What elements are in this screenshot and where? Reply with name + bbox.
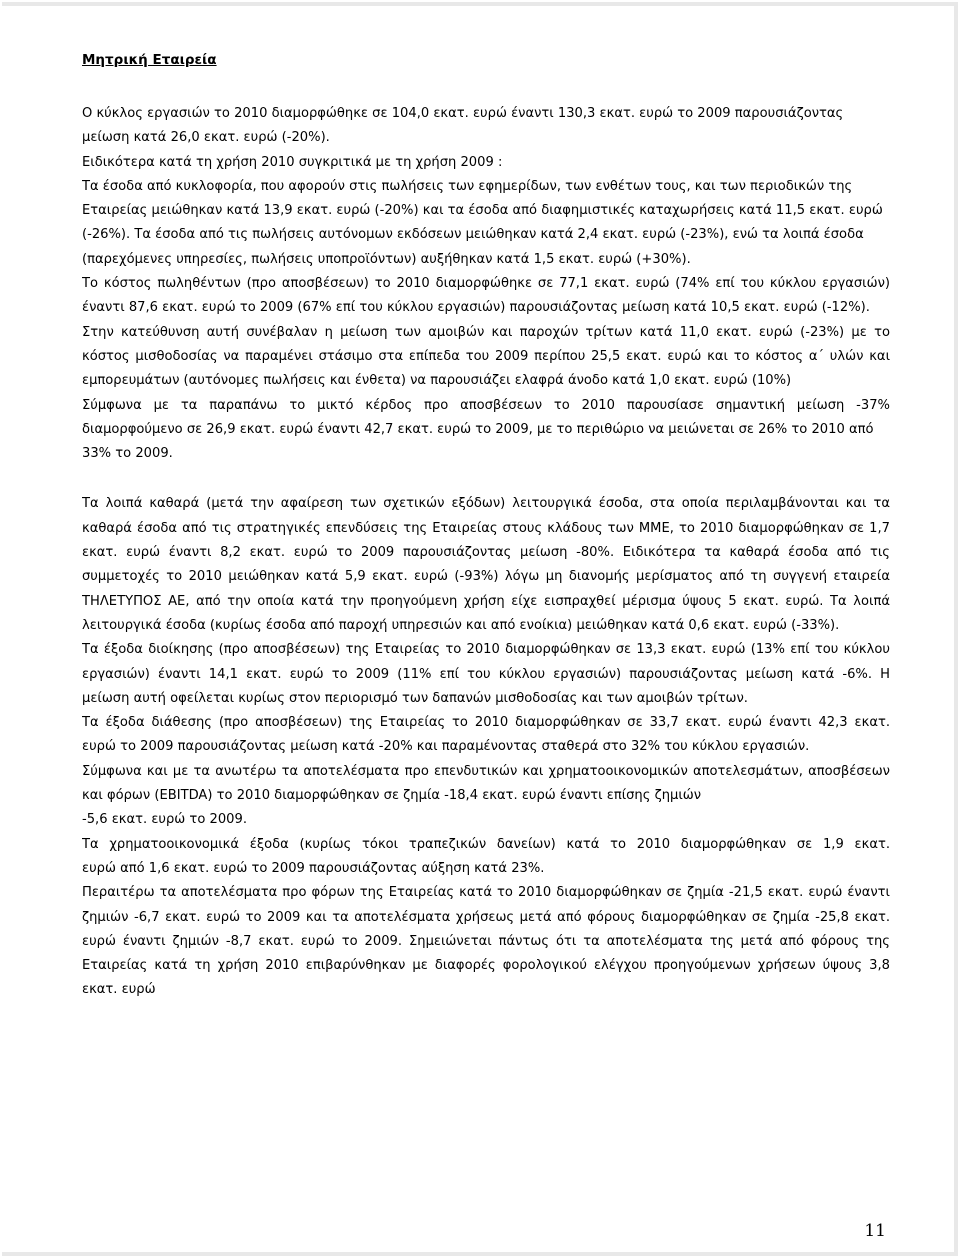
text-line: Τα έξοδα διάθεσης (προ αποσβέσεων) της Εταιρείας το 2010 διαμορφώθηκαν σε 33,7 εκατ. ευρώ έναντι 42,3 εκατ. (82, 715, 890, 731)
text-line: Περαιτέρω τα αποτελέσματα προ φόρων της Εταιρείας κατά το 2010 διαμορφώθηκαν σε ζημία -21,5 εκατ. ευρώ έναντι (82, 885, 890, 901)
page-number: 11 (864, 1221, 886, 1241)
text-line: και φόρων (EBITDA) το 2010 διαμορφώθηκαν σε ζημία -18,4 εκατ. ευρώ έναντι επίσης ζημιών (82, 788, 702, 804)
text-line: Το κόστος πωληθέντων (προ αποσβέσεων) το 2010 διαμορφώθηκε σε 77,1 εκατ. ευρώ (74% επί του κύκλου εργασιών) (82, 276, 890, 292)
text-line: Ειδικότερα κατά τη χρήση 2010 συγκριτικά με τη χρήση 2009 : (82, 154, 503, 170)
text-line: καθαρά έσοδα από τις στρατηγικές επενδύσεις της Εταιρείας στους κλάδους των ΜΜΕ, το 2010 διαμορφώθηκαν σε 1,7 (82, 520, 890, 536)
text-line: ευρώ το 2009 παρουσιάζοντας μείωση κατά -20% και παραμένοντας σταθερά στο 32% του κύκλου εργασιών. (82, 739, 810, 755)
text-line: Τα έξοδα διοίκησης (προ αποσβέσεων) της Εταιρείας το 2010 διαμορφώθηκαν σε 13,3 εκατ. ευρώ (13% επί του κύκλου (82, 642, 890, 658)
text-line: εμπορευμάτων (αυτόνομες πωλήσεις και ένθετα) να παρουσιάζει ελαφρά άνοδο κατά 1,0 εκατ. ευρώ (10%) (82, 373, 792, 389)
document-body (82, 48, 890, 1003)
text-line: Εταιρείας κατά τη χρήση 2010 επιβαρύνθηκαν με διαφορές φορολογικού ελέγχου προηγούμενων χρήσεων ύψους 3,8 (82, 958, 890, 974)
section-heading: Μητρική Εταιρεία (82, 52, 217, 68)
text-line: εκατ. ευρώ (82, 982, 156, 998)
page-border-top (2, 2, 958, 6)
text-line: -5,6 εκατ. ευρώ το 2009. (82, 812, 247, 828)
text-line: έναντι 87,6 εκατ. ευρώ το 2009 (67% επί του κύκλου εργασιών) παρουσιάζοντας μείωση κατά 10,5 εκατ. ευρώ (-12%). (82, 300, 870, 316)
text-line: Σύμφωνα και με τα ανωτέρω τα αποτελέσματα προ επενδυτικών και χρηματοοικονομικών αποτελεσμάτων, αποσβέσεων (82, 763, 890, 779)
text-line: ευρώ από 1,6 εκατ. ευρώ το 2009 παρουσιάζοντας αύξηση κατά 23%. (82, 860, 545, 876)
text-line: λειτουργικά έσοδα (κυρίως έσοδα από παροχή υπηρεσιών και από ενοίκια) μειώθηκαν κατά 0,6 εκατ. ευρώ (-33%). (82, 617, 840, 633)
text-line: Σύμφωνα με τα παραπάνω το μικτό κέρδος προ αποσβέσεων το 2010 παρουσίασε σημαντική μείωση -37% (82, 397, 890, 413)
text-line: μείωση κατά 26,0 εκατ. ευρώ (-20%). (82, 130, 330, 146)
paragraph-other-income-results (82, 492, 890, 1002)
text-line: Ο κύκλος εργασιών το 2010 διαμορφώθηκε σε 104,0 εκατ. ευρώ έναντι 130,3 εκατ. ευρώ το 2009 παρουσιάζοντας (82, 106, 844, 121)
text-line: ευρώ έναντι ζημιών -8,7 εκατ. ευρώ το 2009. Σημειώνεται πάντως ότι τα αποτελέσματα της μετά από φόρους της (82, 933, 890, 949)
text-line: (παρεχόμενες υπηρεσίες, πωλήσεις υποπροϊόντων) αυξήθηκαν κατά 1,5 εκατ. ευρώ (+30%). (82, 251, 691, 267)
text-line: (-26%). Τα έσοδα από τις πωλήσεις αυτόνομων εκδόσεων μειώθηκαν κατά 2,4 εκατ. ευρώ (-23%), ενώ τα λοιπά έσοδα (82, 227, 864, 243)
text-line: εργασιών) έναντι 14,1 εκατ. ευρώ το 2009 (11% επί του κύκλου εργασιών) παρουσιάζοντας μείωση κατά -6%. Η (82, 666, 890, 682)
text-line: Τα έσοδα από κυκλοφορία, που αφορούν στις πωλήσεις των εφημερίδων, των ενθέτων τους, και των περιοδικών της (82, 178, 853, 194)
text-line: εκατ. ευρώ έναντι 8,2 εκατ. ευρώ το 2009 παρουσιάζοντας μείωση -80%. Ειδικότερα τα καθαρά έσοδα από τις (82, 545, 890, 561)
text-line: συμμετοχές το 2010 μειώθηκαν κατά 5,9 εκατ. ευρώ (-93%) λόγω μη διανομής μερίσματος από τη συγγενή εταιρεία (82, 569, 890, 585)
text-line: Εταιρείας μειώθηκαν κατά 13,9 εκατ. ευρώ (-20%) και τα έσοδα από διαφημιστικές καταχωρήσεις κατά 11,5 εκατ. ευρώ (82, 203, 883, 219)
text-line: κόστος μισθοδοσίας να παραμένει στάσιμο στα επίπεδα του 2009 περίπου 25,5 εκατ. ευρώ και το κόστος α΄ υλών και (82, 348, 890, 364)
text-line: 33% το 2009. (82, 446, 173, 462)
paragraph-revenue-costs (82, 102, 890, 466)
text-line: Τα χρηματοοικονομικά έξοδα (κυρίως τόκοι τραπεζικών δανείων) κατά το 2010 διαμορφώθηκαν σε 1,9 εκατ. (82, 836, 890, 852)
text-line: Τα λοιπά καθαρά (μετά την αφαίρεση των σχετικών εξόδων) λειτουργικά έσοδα, στα οποία περιλαμβάνονται και τα (82, 496, 890, 512)
text-line: διαμορφούμενο σε 26,9 εκατ. ευρώ έναντι 42,7 εκατ. ευρώ το 2009, με το περιθώριο να μειώνεται σε 26% το 2010 από (82, 421, 874, 437)
text-line: ζημιών -6,7 εκατ. ευρώ το 2009 και τα αποτελέσματα χρήσεως μετά από φόρους διαμορφώθηκαν σε ζημία -25,8 εκατ. (82, 909, 890, 925)
text-line: ΤΗΛΕΤΥΠΟΣ ΑΕ, από την οποία κατά την προηγούμενη χρήση είχε εισπραχθεί μέρισμα ύψους 5 εκατ. ευρώ. Τα λοιπά (82, 593, 890, 609)
text-line: μείωση αυτή οφείλεται κυρίως στον περιορισμό των δαπανών μισθοδοσίας και των αμοιβών τρίτων. (82, 690, 748, 706)
text-line: Στην κατεύθυνση αυτή συνέβαλαν η μείωση των αμοιβών και παροχών τρίτων κατά 11,0 εκατ. ευρώ (-23%) με το (82, 324, 890, 340)
page-border-right (954, 2, 958, 1256)
page-border-bottom (2, 1252, 958, 1256)
